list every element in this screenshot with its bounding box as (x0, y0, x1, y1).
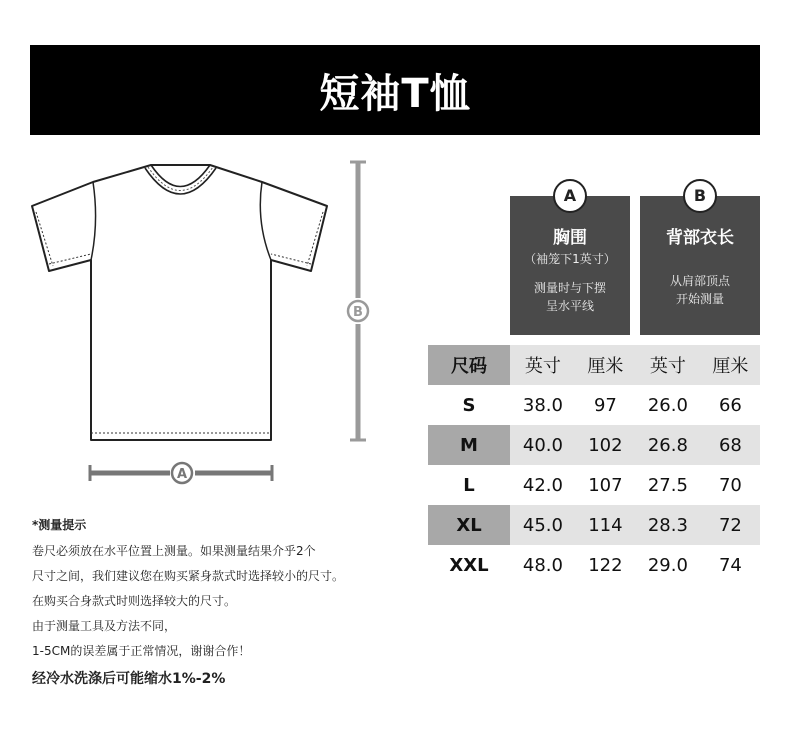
size-table (428, 345, 760, 585)
cell-length-inch: 26.0 (647, 394, 688, 416)
measure-b (348, 162, 368, 440)
header-inch-b: 英寸 (635, 345, 701, 385)
cell-size: XXL (449, 554, 489, 576)
label-a: A (176, 467, 188, 482)
title-banner (30, 45, 760, 135)
cell-length-inch: 26.8 (635, 425, 701, 465)
cell-length-cm: 70 (718, 474, 742, 496)
cell-chest-cm: 97 (593, 394, 617, 416)
length-card (640, 186, 760, 335)
notes-line: 卷尺必须放在水平位置上测量。如果测量结果介乎2个 (32, 544, 316, 558)
page-title: 短袖T恤 (319, 70, 471, 117)
cell-chest-inch: 48.0 (522, 554, 563, 576)
cell-chest-cm: 102 (576, 425, 635, 465)
notes-line: 尺寸之间，我们建议您在购买紧身款式时选择较小的尺寸。 (32, 569, 345, 583)
chest-desc-line2: 呈水平线 (545, 299, 594, 313)
cell-size: M (428, 425, 510, 465)
chest-card (510, 186, 630, 335)
label-b: B (353, 305, 363, 320)
length-title: 背部衣长 (666, 228, 734, 248)
table-row (428, 385, 760, 425)
header-cm-a: 厘米 (576, 345, 635, 385)
cell-chest-cm: 107 (588, 474, 623, 496)
cell-length-cm: 66 (718, 394, 742, 416)
cell-chest-inch: 40.0 (510, 425, 576, 465)
table-row (428, 425, 760, 465)
table-row (428, 465, 760, 505)
cell-length-inch: 28.3 (635, 505, 701, 545)
badge-b: B (683, 179, 717, 213)
cell-length-cm: 72 (701, 505, 760, 545)
header-cm-b: 厘米 (701, 345, 760, 385)
table-row (428, 545, 760, 585)
cell-length-cm: 68 (701, 425, 760, 465)
header-inch-a: 英寸 (510, 345, 576, 385)
chest-subtitle: （袖笼下1英寸） (524, 252, 616, 266)
notes-title: *测量提示 (32, 518, 87, 532)
cell-size: XL (428, 505, 510, 545)
badge-a: A (553, 179, 587, 213)
cell-length-cm: 74 (718, 554, 742, 576)
cell-size: L (463, 474, 475, 496)
chest-desc-line1: 测量时与下摆 (533, 281, 606, 295)
tshirt-outline (32, 165, 327, 440)
table-header-row (428, 345, 760, 385)
table-row (428, 505, 760, 545)
header-size: 尺码 (428, 345, 510, 385)
chest-title: 胸围 (553, 228, 587, 248)
cell-length-inch: 29.0 (647, 554, 688, 576)
notes-line: 在购买合身款式时则选择较大的尺寸。 (32, 594, 237, 608)
shrink-note: 经冷水洗涤后可能缩水1%-2% (32, 671, 226, 687)
cell-size: S (462, 394, 476, 416)
measurement-notes (32, 516, 412, 688)
cell-chest-inch: 45.0 (510, 505, 576, 545)
tshirt-diagram (0, 140, 420, 500)
length-desc-line2: 开始测量 (675, 292, 724, 306)
notes-line: 1-5CM的误差属于正常情况，谢谢合作！ (32, 644, 251, 658)
cell-chest-inch: 42.0 (522, 474, 563, 496)
cell-chest-cm: 114 (576, 505, 635, 545)
chest-desc (510, 279, 630, 315)
length-desc (640, 272, 760, 308)
length-desc-line1: 从肩部顶点 (669, 274, 730, 288)
notes-line: 由于测量工具及方法不同， (32, 619, 177, 633)
cell-chest-cm: 122 (588, 554, 623, 576)
cell-chest-inch: 38.0 (522, 394, 563, 416)
cell-length-inch: 27.5 (647, 474, 688, 496)
